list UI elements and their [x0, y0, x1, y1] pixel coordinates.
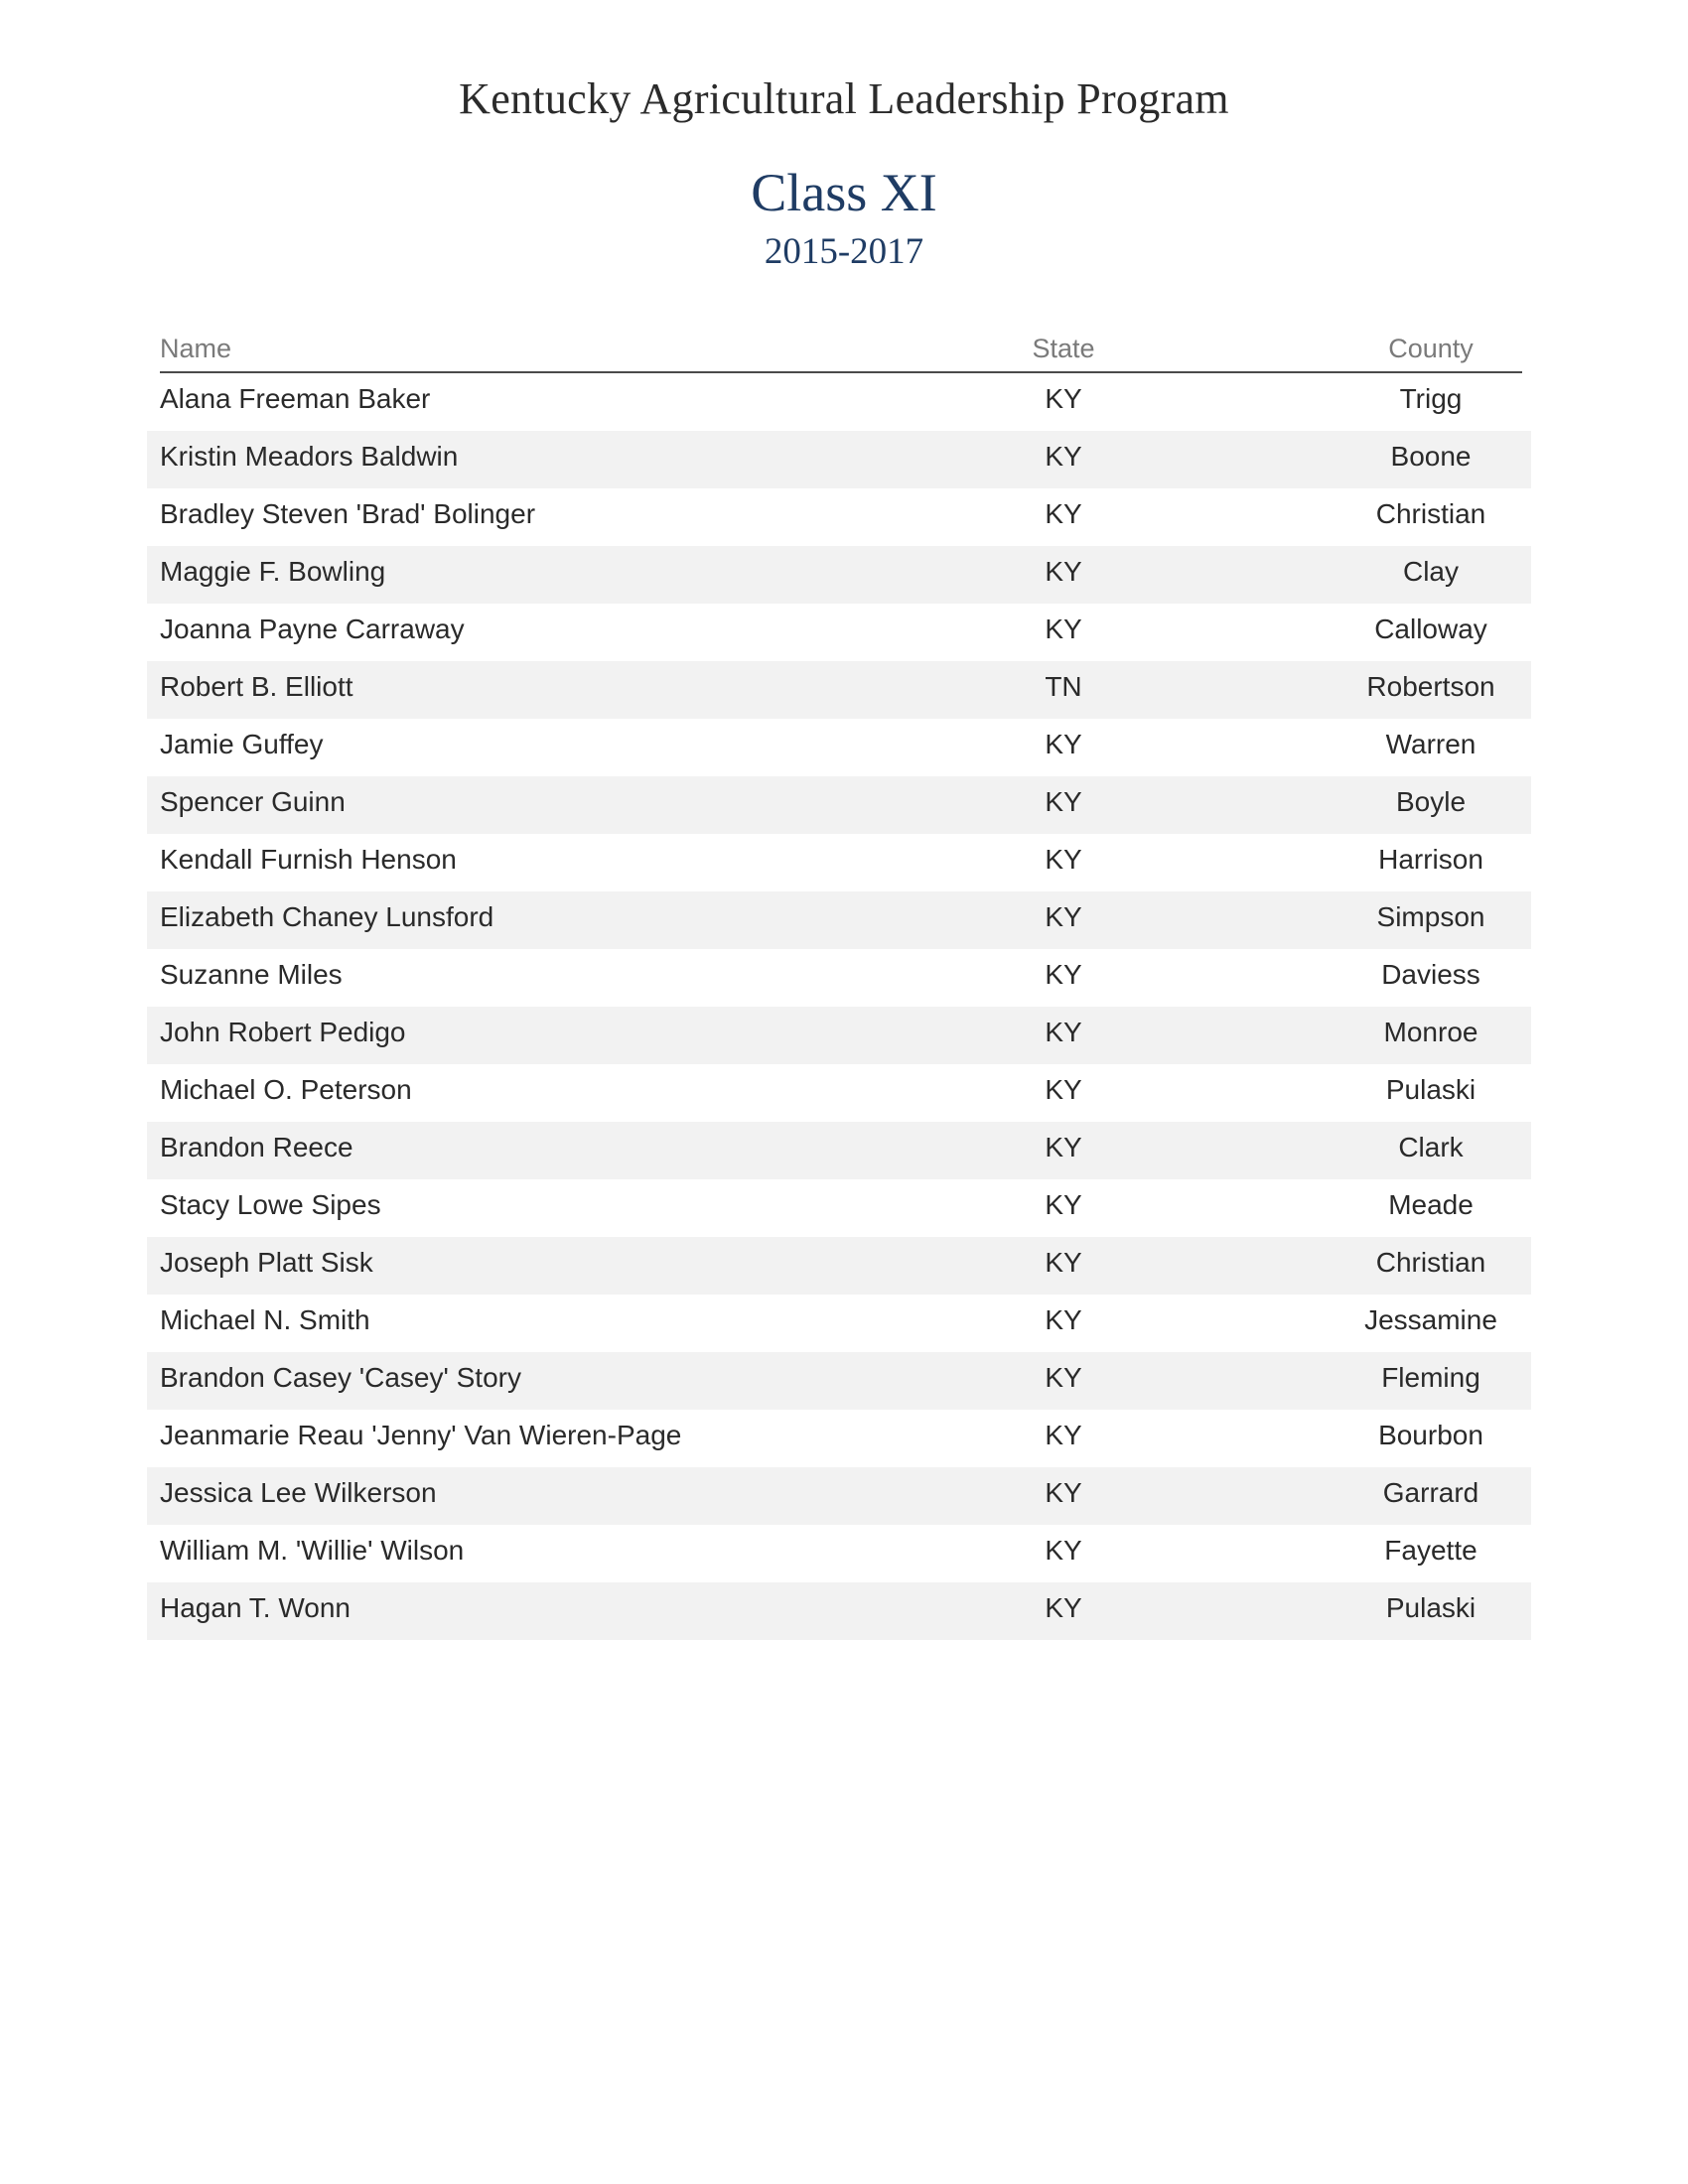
- member-name: Jamie Guffey: [160, 729, 324, 759]
- member-county: Boyle: [1395, 786, 1467, 817]
- member-county: Calloway: [1374, 614, 1487, 644]
- member-state: KY: [1045, 1247, 1082, 1278]
- member-state: KY: [1045, 1189, 1082, 1220]
- table-row: [147, 1582, 1531, 1640]
- member-state: KY: [1045, 1420, 1082, 1450]
- member-state: KY: [1045, 729, 1082, 759]
- member-county: Robertson: [1366, 671, 1495, 702]
- member-state: KY: [1045, 959, 1082, 990]
- roster-table: [147, 332, 1531, 1640]
- member-county: Christian: [1375, 498, 1486, 529]
- class-title: Class XI: [751, 163, 937, 222]
- member-name: Jeanmarie Reau 'Jenny' Van Wieren-Page: [160, 1420, 682, 1450]
- member-county: Harrison: [1378, 844, 1483, 875]
- member-county: Jessamine: [1364, 1304, 1497, 1335]
- member-county: Boone: [1390, 441, 1472, 472]
- table-row: [147, 1467, 1531, 1525]
- member-state: KY: [1045, 901, 1082, 932]
- table-row: [147, 1295, 1531, 1352]
- member-county: Daviess: [1381, 959, 1480, 990]
- table-row: [147, 1179, 1531, 1237]
- member-name: Brandon Reece: [160, 1132, 353, 1162]
- member-name: Stacy Lowe Sipes: [160, 1189, 381, 1220]
- table-row: [147, 488, 1531, 546]
- table-row: [147, 373, 1531, 431]
- column-header-state: State: [1032, 334, 1095, 363]
- member-name: Suzanne Miles: [160, 959, 343, 990]
- member-state: KY: [1045, 1017, 1082, 1047]
- member-name: Joanna Payne Carraway: [160, 614, 465, 644]
- member-state: KY: [1045, 614, 1082, 644]
- table-row: [147, 834, 1531, 891]
- member-state: KY: [1045, 556, 1082, 587]
- member-state: KY: [1045, 1304, 1082, 1335]
- member-state: KY: [1045, 441, 1082, 472]
- table-body: [147, 373, 1531, 1640]
- member-name: William M. 'Willie' Wilson: [160, 1535, 465, 1566]
- column-header-name: Name: [160, 334, 232, 363]
- member-state: KY: [1045, 1074, 1082, 1105]
- member-name: Michael O. Peterson: [160, 1074, 412, 1105]
- member-county: Bourbon: [1378, 1420, 1483, 1450]
- member-name: Kendall Furnish Henson: [160, 844, 457, 875]
- member-name: Robert B. Elliott: [160, 671, 353, 702]
- column-header-county: County: [1388, 334, 1474, 363]
- table-row: [147, 546, 1531, 604]
- table-row: [147, 1237, 1531, 1295]
- member-county: Clay: [1402, 556, 1459, 587]
- table-row: [147, 604, 1531, 661]
- member-state: KY: [1045, 498, 1082, 529]
- member-name: Jessica Lee Wilkerson: [160, 1477, 437, 1508]
- table-row: [147, 949, 1531, 1007]
- table-row: [147, 1410, 1531, 1467]
- member-name: Elizabeth Chaney Lunsford: [160, 901, 494, 932]
- member-county: Fleming: [1381, 1362, 1480, 1393]
- table-row: [147, 661, 1531, 719]
- member-name: Michael N. Smith: [160, 1304, 370, 1335]
- member-county: Monroe: [1383, 1017, 1478, 1047]
- member-county: Christian: [1375, 1247, 1486, 1278]
- table-row: [147, 1525, 1531, 1582]
- member-county: Garrard: [1382, 1477, 1479, 1508]
- member-county: Meade: [1388, 1189, 1474, 1220]
- member-county: Simpson: [1376, 901, 1485, 932]
- member-name: Bradley Steven 'Brad' Bolinger: [160, 498, 536, 529]
- member-county: Fayette: [1384, 1535, 1477, 1566]
- class-years: 2015-2017: [764, 231, 924, 272]
- member-state: KY: [1045, 786, 1082, 817]
- table-row: [147, 1122, 1531, 1179]
- table-row: [147, 891, 1531, 949]
- table-row: [147, 431, 1531, 488]
- member-name: Alana Freeman Baker: [160, 383, 431, 414]
- member-county: Clark: [1398, 1132, 1464, 1162]
- member-state: KY: [1045, 383, 1082, 414]
- table-row: [147, 719, 1531, 776]
- member-name: Joseph Platt Sisk: [160, 1247, 373, 1278]
- member-state: KY: [1045, 1592, 1082, 1623]
- member-name: Maggie F. Bowling: [160, 556, 386, 587]
- table-row: [147, 1352, 1531, 1410]
- member-county: Trigg: [1399, 383, 1463, 414]
- member-state: KY: [1045, 1132, 1082, 1162]
- member-county: Warren: [1385, 729, 1477, 759]
- table-row: [147, 1064, 1531, 1122]
- member-name: Spencer Guinn: [160, 786, 346, 817]
- member-county: Pulaski: [1385, 1074, 1477, 1105]
- member-state: KY: [1045, 1477, 1082, 1508]
- member-name: John Robert Pedigo: [160, 1017, 406, 1047]
- table-header: [160, 332, 1522, 373]
- table-row: [147, 1007, 1531, 1064]
- member-name: Kristin Meadors Baldwin: [160, 441, 459, 472]
- member-county: Pulaski: [1385, 1592, 1477, 1623]
- member-state: KY: [1045, 1362, 1082, 1393]
- member-state: TN: [1045, 671, 1082, 702]
- member-name: Hagan T. Wonn: [160, 1592, 351, 1623]
- table-row: [147, 776, 1531, 834]
- member-state: KY: [1045, 844, 1082, 875]
- program-title: Kentucky Agricultural Leadership Program: [459, 74, 1229, 123]
- member-state: KY: [1045, 1535, 1082, 1566]
- member-name: Brandon Casey 'Casey' Story: [160, 1362, 521, 1393]
